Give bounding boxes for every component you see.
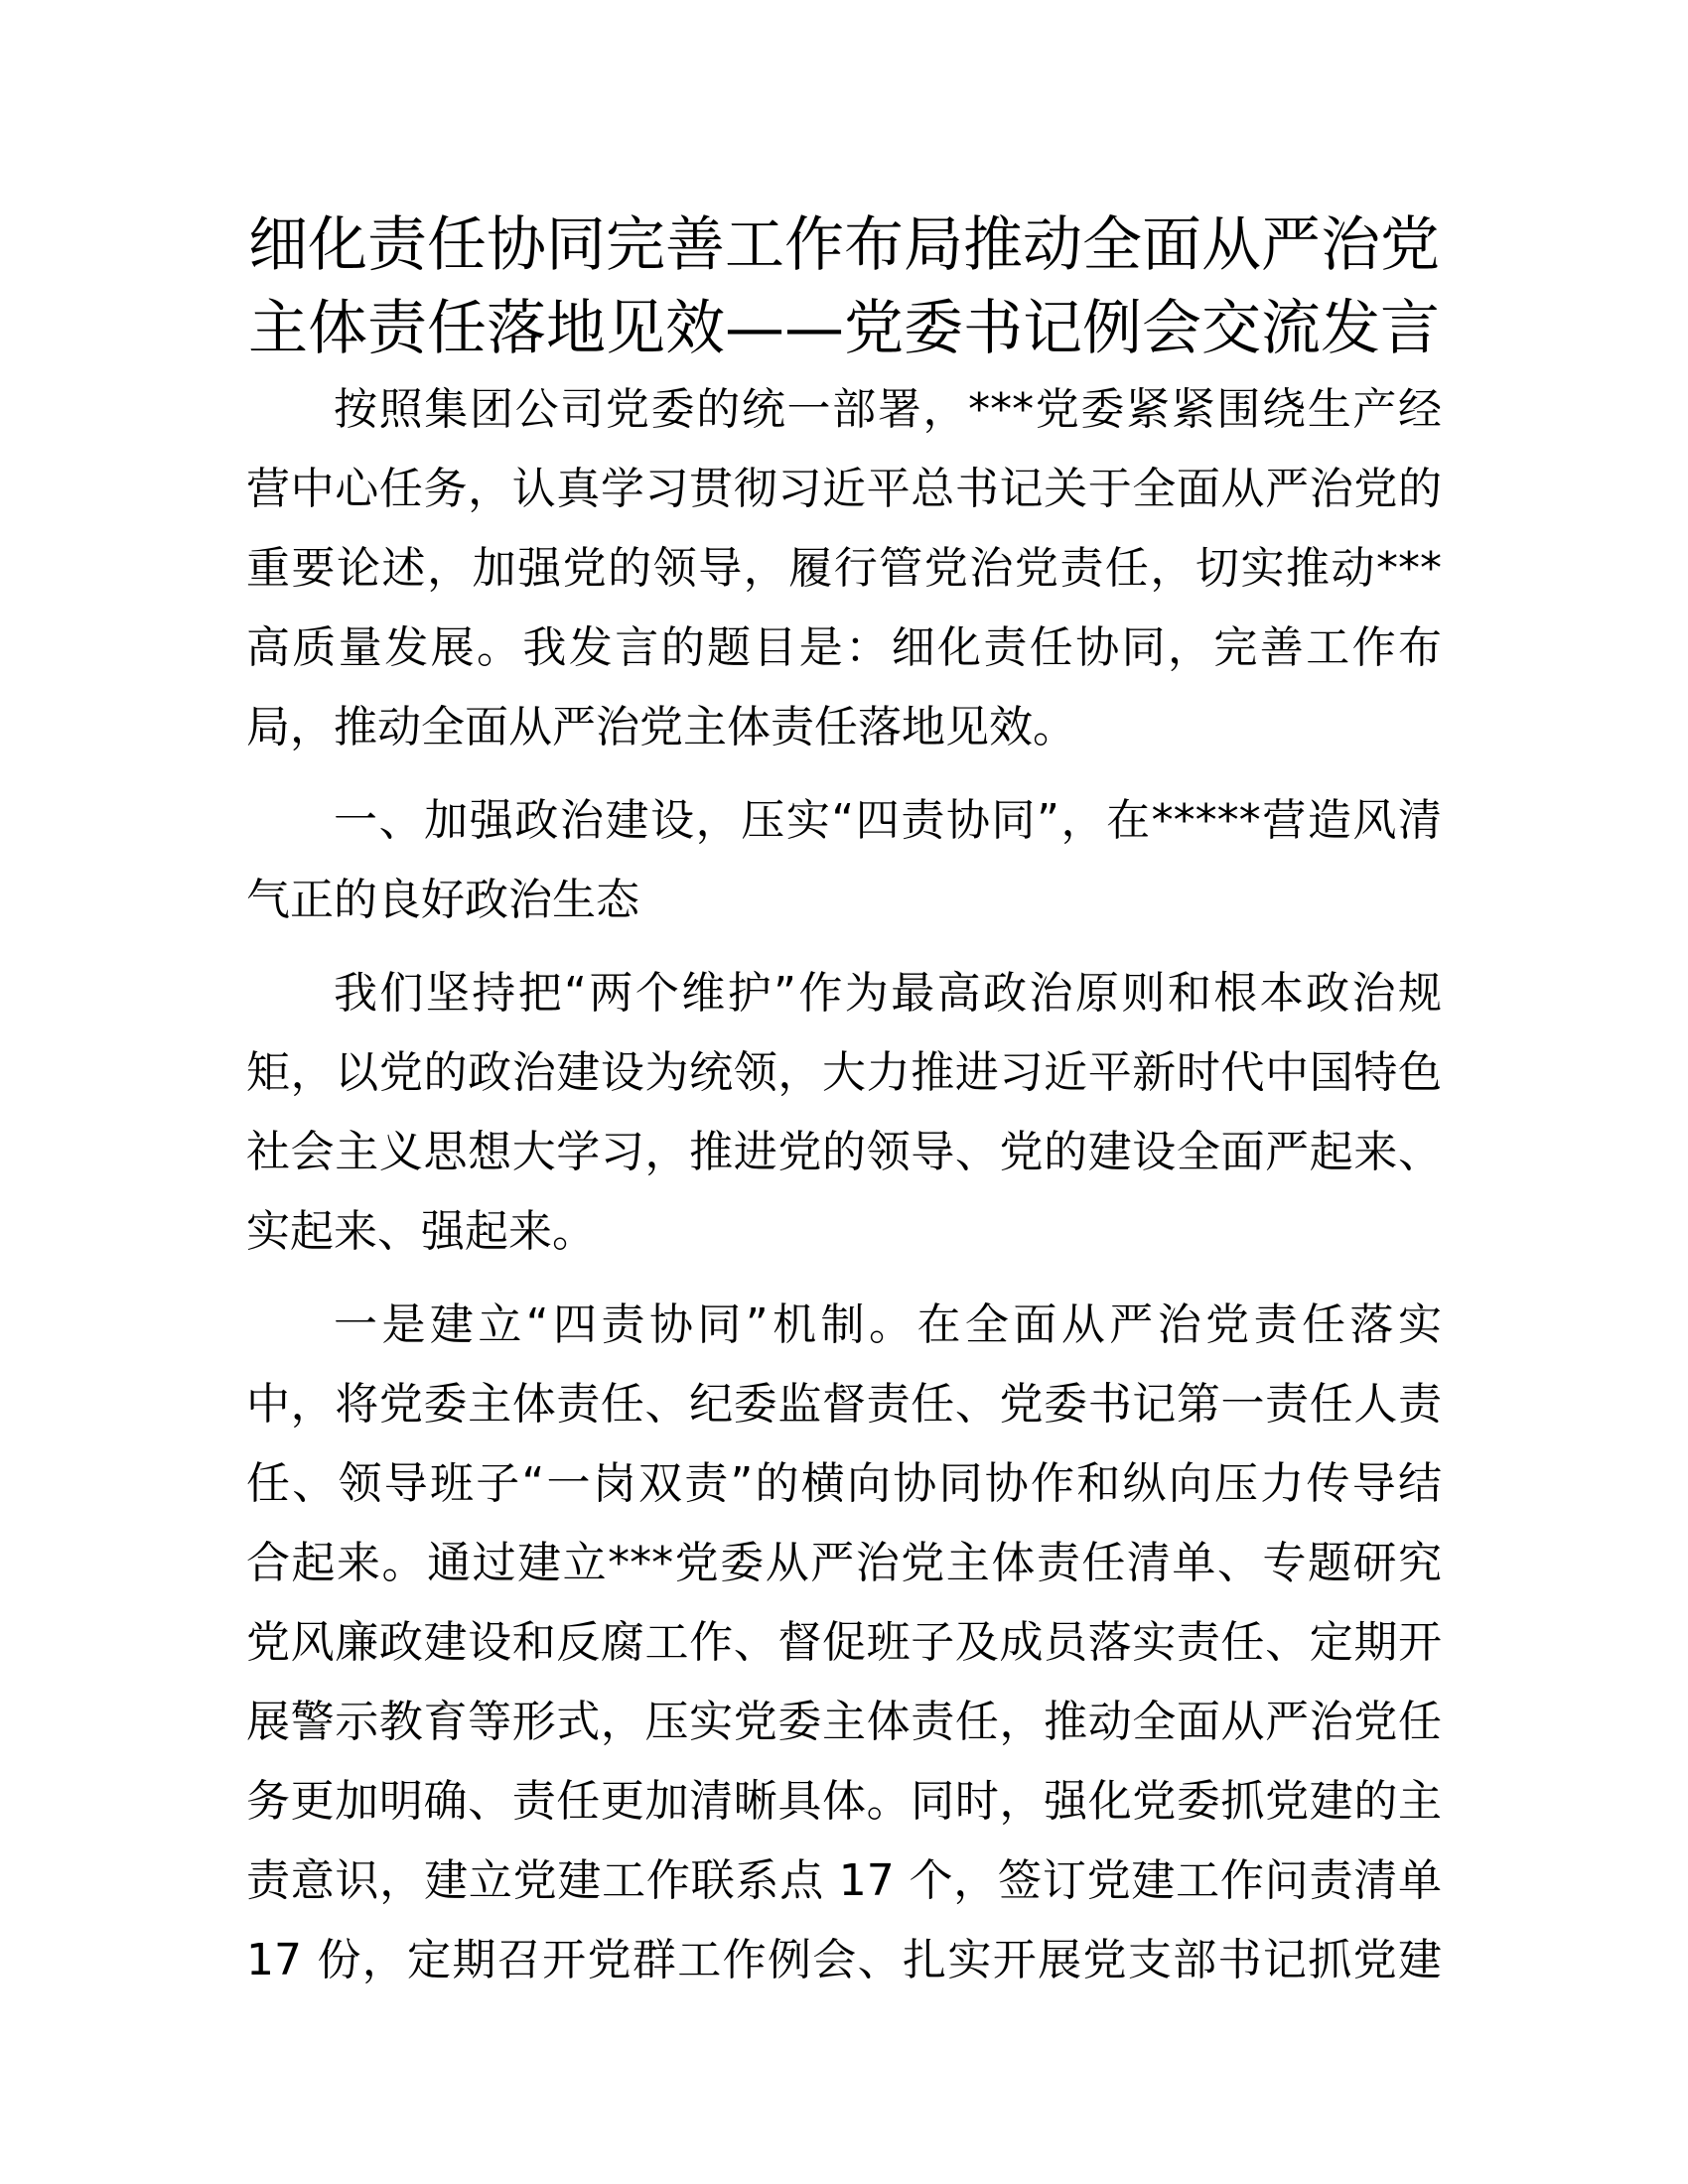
text-line: 务更加明确、责任更加清晰具体。同时，强化党委抓党建的主: [246, 1776, 1442, 1827]
text-line: 高质量发展。我发言的题目是：细化责任协同，完善工作布: [246, 622, 1442, 673]
text-line: 我们坚持把“两个维护”作为最高政治原则和根本政治规: [334, 968, 1442, 1019]
text-line: 气正的良好政治生态: [246, 875, 639, 925]
title-line-1: 细化责任协同完善工作布局推动全面从严治党: [248, 210, 1440, 280]
document-body: [246, 370, 1442, 2014]
text-line: 按照集团公司党委的统一部署，***党委紧紧围绕生产经: [334, 384, 1442, 435]
paragraph-section-1: [246, 954, 1442, 1272]
title-line-2: 主体责任落地见效——党委书记例会交流发言: [248, 294, 1440, 363]
text-line: 实起来、强起来。: [246, 1206, 596, 1257]
text-line: 责意识，建立党建工作联系点 17 个，签订党建工作问责清单: [246, 1855, 1442, 1906]
text-line: 重要论述，加强党的领导，履行管党治党责任，切实推动***: [246, 543, 1442, 594]
text-line: 矩，以党的政治建设为统领，大力推进习近平新时代中国特色: [246, 1047, 1442, 1098]
paragraph-point-1: [246, 1286, 1442, 2000]
text-line: 社会主义思想大学习，推进党的领导、党的建设全面严起来、: [246, 1127, 1442, 1177]
text-line: 一、加强政治建设，压实“四责协同”，在*****营造风清: [334, 795, 1442, 846]
document-title: [244, 204, 1444, 370]
text-line: 中，将党委主体责任、纪委监督责任、党委书记第一责任人责: [246, 1379, 1442, 1430]
paragraph-intro: [246, 370, 1442, 767]
text-line: 17 份，定期召开党群工作例会、扎实开展党支部书记抓党建: [246, 1935, 1442, 1985]
text-line: 任、领导班子“一岗双责”的横向协同协作和纵向压力传导结: [246, 1458, 1442, 1509]
text-line: 局，推动全面从严治党主体责任落地见效。: [246, 702, 1076, 752]
section-heading-1: [246, 781, 1442, 940]
text-line: 党风廉政建设和反腐工作、督促班子及成员落实责任、定期开: [246, 1617, 1442, 1668]
text-line: 一是建立“四责协同”机制。在全面从严治党责任落实: [334, 1299, 1442, 1350]
text-line: 展警示教育等形式，压实党委主体责任，推动全面从严治党任: [246, 1697, 1442, 1747]
text-line: 合起来。通过建立***党委从严治党主体责任清单、专题研究: [246, 1538, 1442, 1588]
text-line: 营中心任务，认真学习贯彻习近平总书记关于全面从严治党的: [246, 464, 1442, 514]
